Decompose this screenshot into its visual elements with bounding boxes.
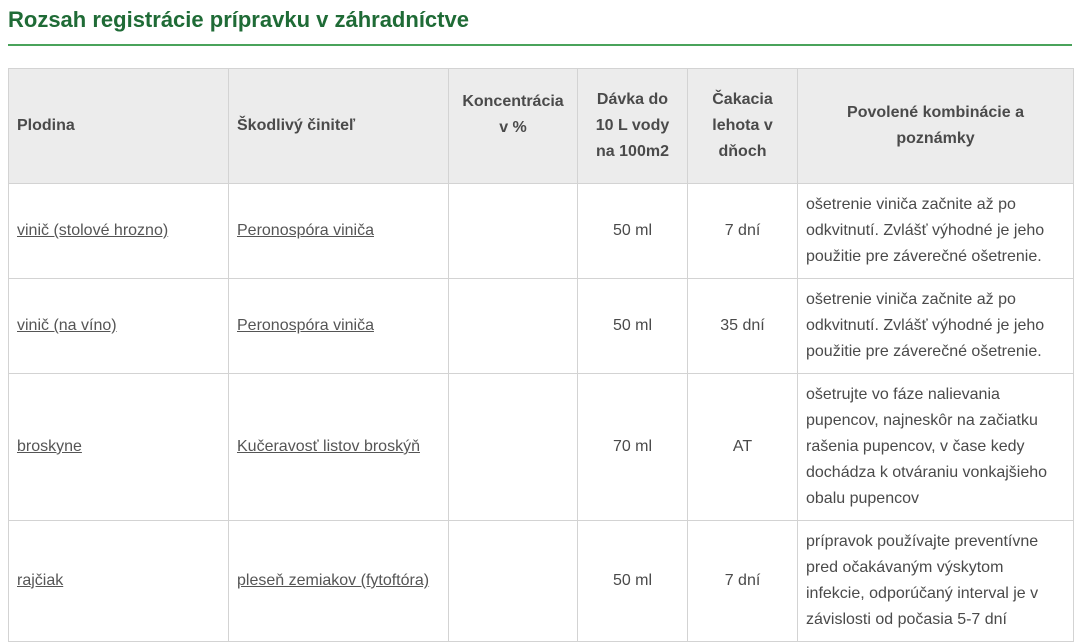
- pest-link[interactable]: pleseň zemiakov (fytoftóra): [237, 572, 430, 589]
- dose-cell: 50 ml: [578, 184, 688, 279]
- pest-cell: [229, 279, 449, 374]
- waiting-period-cell: 7 dní: [688, 184, 798, 279]
- notes-cell: prípravok používajte preventívne pred očakávaným výskytom infekcie, odporúčaný interval je v závislosti od počasia 5-7 dní: [798, 521, 1074, 642]
- notes-cell: ošetrujte vo fáze nalievania pupencov, najneskôr na začiatku rašenia pupencov, v čase kedy dochádza k otváraniu vonkajšieho obalu pupencov: [798, 374, 1074, 521]
- pest-link[interactable]: Kučeravosť listov broskýň: [237, 438, 420, 455]
- concentration-cell: [449, 374, 578, 521]
- crop-link[interactable]: rajčiak: [17, 572, 64, 589]
- crop-cell: [9, 279, 229, 374]
- pest-link[interactable]: Peronospóra viniča: [237, 222, 374, 239]
- dose-cell: 50 ml: [578, 279, 688, 374]
- table-row: [9, 374, 1074, 521]
- header-crop: Plodina: [9, 69, 229, 184]
- crop-link[interactable]: broskyne: [17, 438, 82, 455]
- registration-table: [8, 68, 1074, 642]
- waiting-period-cell: 7 dní: [688, 521, 798, 642]
- page-title: Rozsah registrácie prípravku v záhradníctve: [8, 7, 469, 32]
- crop-cell: [9, 521, 229, 642]
- pest-cell: [229, 374, 449, 521]
- crop-cell: [9, 374, 229, 521]
- crop-link[interactable]: vinič (stolové hrozno): [17, 222, 169, 239]
- header-notes: Povolené kombinácie a poznámky: [798, 69, 1074, 184]
- crop-link[interactable]: vinič (na víno): [17, 317, 117, 334]
- notes-cell: ošetrenie viniča začnite až po odkvitnutí. Zvlášť výhodné je jeho použitie pre záverečné ošetrenie.: [798, 279, 1074, 374]
- header-waiting-period: Čakacia lehota v dňoch: [688, 69, 798, 184]
- waiting-period-cell: 35 dní: [688, 279, 798, 374]
- pest-cell: [229, 521, 449, 642]
- header-pest: Škodlivý činiteľ: [229, 69, 449, 184]
- pest-cell: [229, 184, 449, 279]
- concentration-cell: [449, 184, 578, 279]
- dose-cell: 50 ml: [578, 521, 688, 642]
- table-row: [9, 521, 1074, 642]
- notes-cell: ošetrenie viniča začnite až po odkvitnutí. Zvlášť výhodné je jeho použitie pre záverečné ošetrenie.: [798, 184, 1074, 279]
- waiting-period-cell: AT: [688, 374, 798, 521]
- table-header-row: [9, 69, 1074, 184]
- dose-cell: 70 ml: [578, 374, 688, 521]
- concentration-cell: [449, 279, 578, 374]
- concentration-cell: [449, 521, 578, 642]
- title-divider: [8, 44, 1072, 46]
- table-row: [9, 279, 1074, 374]
- pest-link[interactable]: Peronospóra viniča: [237, 317, 374, 334]
- header-dose: Dávka do 10 L vody na 100m2: [578, 69, 688, 184]
- table-row: [9, 184, 1074, 279]
- header-concentration: Koncentrácia v %: [449, 69, 578, 184]
- crop-cell: [9, 184, 229, 279]
